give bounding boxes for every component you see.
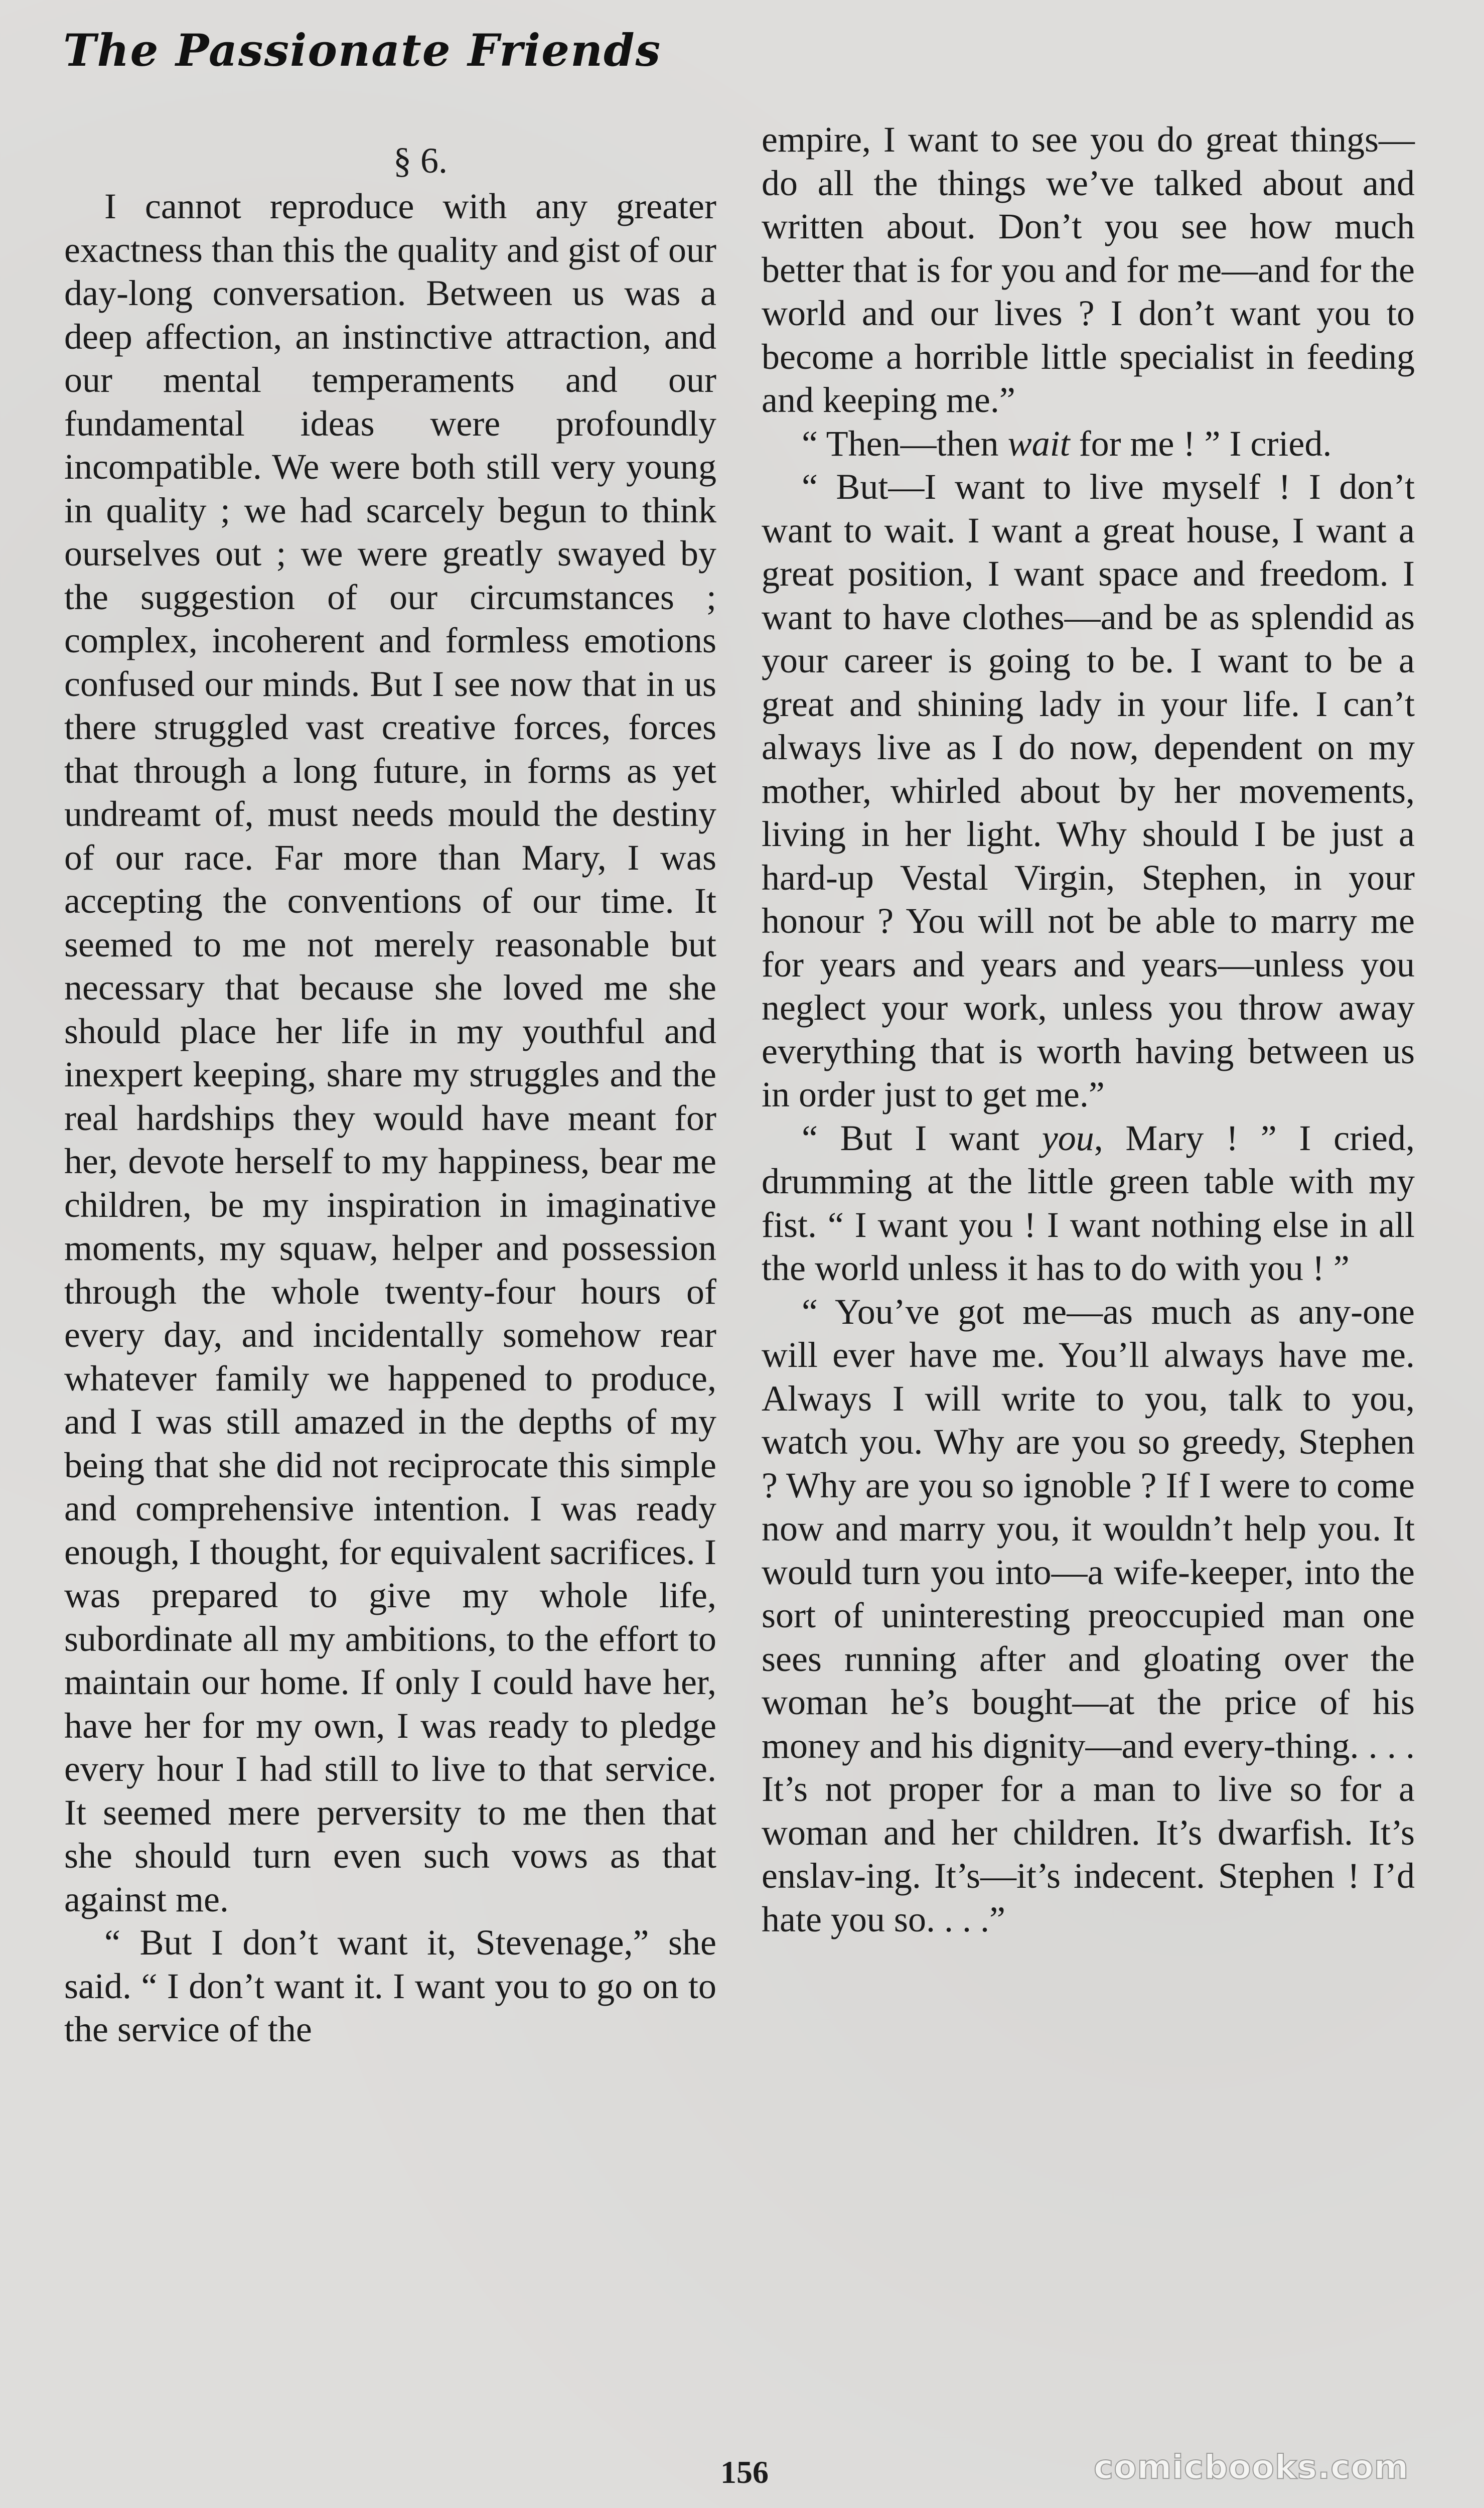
paragraph: “ But I don’t want it, Stevenage,” she said. “ I don’t want it. I want you to go on to the service of the	[64, 1922, 716, 2049]
paragraph: “ But—I want to live myself ! I don’t want to wait. I want a great house, I want a great position, I want space and freedom. I want to have clothes—and be as splendid as your career is going to be. I want to be a great and shining lady in your life. I can’t always live as I do now, dependent on my mother, whirled about by her movements, living in her light. Why should I be just a hard-up Vestal Virgin, Stephen, in your honour ? You will not be able to marry me for years and years and years—unless you neglect your work, unless you throw away everything that is worth having between us in order just to get me.”	[762, 467, 1415, 1114]
running-head-title: The Passionate Friends	[63, 24, 662, 76]
page-number: 156	[720, 2454, 769, 2490]
left-column	[64, 135, 716, 2051]
emphasis: you	[1042, 1118, 1094, 1158]
emphasis: wait	[1007, 423, 1070, 464]
text-run: “ Then—then	[802, 423, 1008, 464]
paragraph: I cannot reproduce with any greater exactness than this the quality and gist of our day-long conversation. Between us was a deep affection, an instinctive attraction, and our mental temperaments and our fundamental ideas were profoundly incompatible. We were both still very young in quality ; we had scarcely begun to think ourselves out ; we were greatly swayed by the suggestion of our circumstances ; complex, incoherent and formless emotions confused our minds. But I see now that in us there struggled vast creative forces, forces that through a long future, in forms as yet undreamt of, must needs mould the destiny of our race. Far more than Mary, I was accepting the conventions of our time. It seemed to me not merely reasonable but necessary that because she loved me she should place her life in my youthful and inexpert keeping, share my struggles and the real hardships they would have meant for her, devote herself to my happiness, bear me children, be my inspiration in imaginative moments, my squaw, helper and possession through the whole twenty-four hours of every day, and incidentally somehow rear whatever family we happened to produce, and I was still amazed in the depths of my being that she did not reciprocate this simple and comprehensive intention. I was ready enough, I thought, for equivalent sacrifices. I was prepared to give my whole life, subordinate all my ambitions, to the effort to maintain our home. If only I could have her, have her for my own, I was ready to pledge every hour I had still to live to that service. It seemed mere perversity to me then that she should turn even such vows as that against me.	[64, 186, 716, 1919]
paragraph	[762, 1117, 1415, 1290]
text-run: for me ! ” I cried.	[1070, 423, 1332, 464]
section-mark: § 6.	[393, 141, 448, 181]
site-watermark: comicbooks.com	[1094, 2448, 1409, 2486]
text-run: “ But I want	[802, 1118, 1042, 1158]
paragraph	[762, 422, 1415, 466]
text-run: , Mary ! ” I cried, drumming at the little green table with my fist. “ I want you ! I want nothing else in all the world unless it has to do with you ! ”	[762, 1118, 1415, 1288]
right-column	[762, 118, 1415, 1941]
paragraph: “ You’ve got me—as much as any-one will ever have me. You’ll always have me. Always I will write to you, talk to you, watch you. Why are you so greedy, Stephen ? Why are you so ignoble ? If I were to come now and marry you, it wouldn’t help you. It would turn you into—a wife-keeper, into the sort of uninteresting preoccupied man one sees running after and gloating over the woman he’s bought—at the price of his money and his dignity—and every-thing. . . . It’s not proper for a man to live so for a woman and her children. It’s dwarfish. It’s enslav-ing. It’s—it’s indecent. Stephen ! I’d hate you so. . . .”	[762, 1291, 1415, 1939]
paragraph-continued: empire, I want to see you do great things—do all the things we’ve talked about and written about. Don’t you see how much better that is for you and for me—and for the world and our lives ? I don’t want you to become a horrible little specialist in feeding and keeping me.”	[762, 119, 1415, 420]
